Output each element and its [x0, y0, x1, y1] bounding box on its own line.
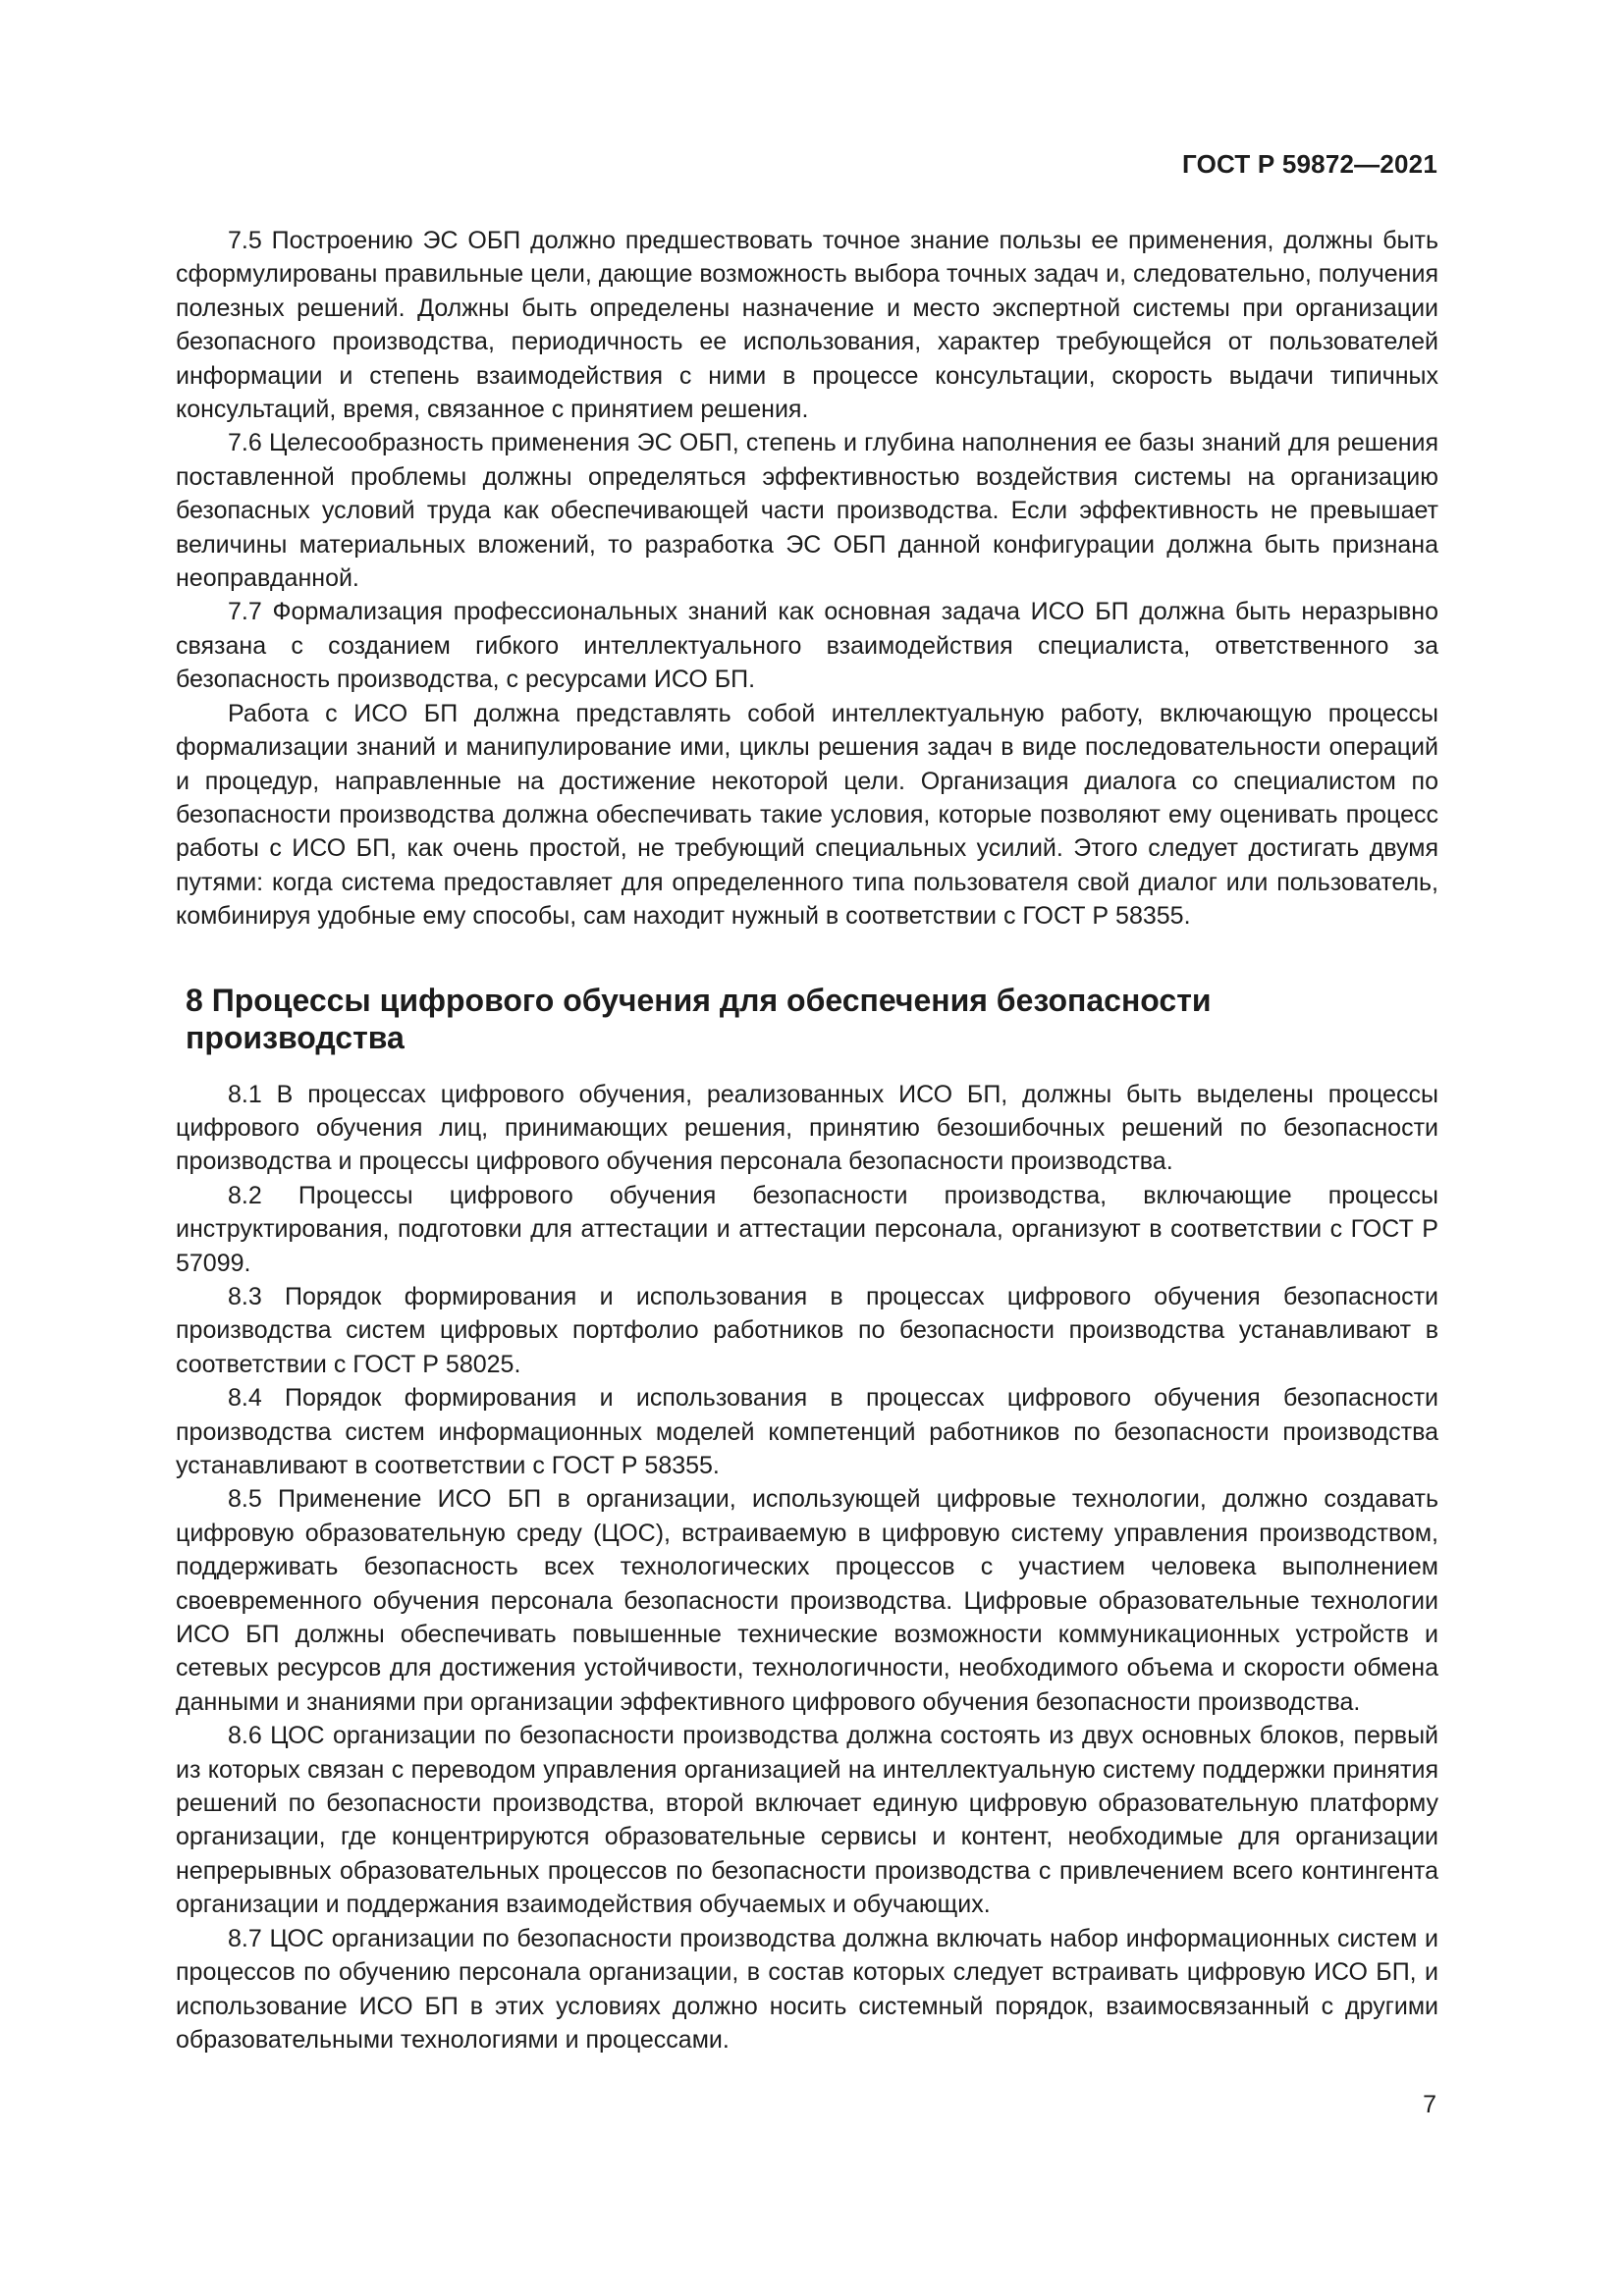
page-number: 7	[1423, 2091, 1436, 2118]
section-8-heading	[176, 982, 1438, 1056]
paragraph-7-7-continued: Работа с ИСО БП должна представлять собой интеллектуальную работу, включающую процессы формализации знаний и манипулирование ими, циклы решения задач в виде последовательности операций и процедур, направленные на достижение некоторой цели. Организация диалога со специалистом по безопасности производства должна обеспечивать такие условия, которые позволяют ему оценивать процесс работы с ИСО БП, как очень простой, не требующий специальных усилий. Этого следует достигать двумя путями: когда система предоставляет для определенного типа пользователя свой диалог или пользователь, комбинируя удобные ему способы, сам находит нужный в соответствии с ГОСТ Р 58355.	[176, 699, 1438, 931]
paragraph-8-3: 8.3 Порядок формирования и использования в процессах цифрового обучения безопасности производства систем цифровых портфолио работников по безопасности производства устанавливают в соответствии с ГОСТ Р 58025.	[176, 1282, 1438, 1378]
document-code: ГОСТ Р 59872—2021	[1182, 149, 1437, 179]
paragraph-8-4: 8.4 Порядок формирования и использования в процессах цифрового обучения безопасности производства систем информационных моделей компетенций работников по безопасности производства устанавливают в соответствии с ГОСТ Р 58355.	[176, 1384, 1438, 1479]
section-heading-line1: 8 Процессы цифрового обучения для обеспечения безопасности	[186, 982, 1212, 1018]
paragraph-8-5: 8.5 Применение ИСО БП в организации, использующей цифровые технологии, должно создавать цифровую образовательную среду (ЦОС), встраиваемую в цифровую систему управления производством, поддерживать безопасность всех технологических процессов с участием человека выполнением своевременного обучения персонала безопасности производства. Цифровые образовательные технологии ИСО БП должны обеспечивать повышенные технические возможности коммуникационных устройств и сетевых ресурсов для достижения устойчивости, технологичности, необходимого объема и скорости обмена данными и знаниями при организации эффективного цифрового обучения безопасности производства.	[176, 1485, 1438, 1716]
paragraph-8-1: 8.1 В процессах цифрового обучения, реализованных ИСО БП, должны быть выделены процессы цифрового обучения лиц, принимающих решения, принятию безошибочных решений по безопасности производства и процессы цифрового обучения персонала безопасности производства.	[176, 1080, 1438, 1176]
paragraph-8-7: 8.7 ЦОС организации по безопасности производства должна включать набор информационных систем и процессов по обучению персонала организации, в состав которых следует встраивать цифровую ИСО БП, и использование ИСО БП в этих условиях должно носить системный порядок, взаимосвязанный с другими образовательными технологиями и процессами.	[176, 1924, 1438, 2054]
paragraph-7-6: 7.6 Целесообразность применения ЭС ОБП, степень и глубина наполнения ее базы знаний для решения поставленной проблемы должны определяться эффективностью воздействия системы на организацию безопасных условий труда как обеспечивающей части производства. Если эффективность не превышает величины материальных вложений, то разработка ЭС ОБП данной конфигурации должна быть признана неоправданной.	[176, 429, 1438, 593]
paragraph-7-5: 7.5 Построению ЭС ОБП должно предшествовать точное знание пользы ее применения, должны быть сформулированы правильные цели, дающие возможность выбора точных задач и, следовательно, получения полезных решений. Должны быть определены назначение и место экспертной системы при организации безопасного производства, периодичность ее использования, характер требующейся от пользователей информации и степень взаимодействия с ними в процессе консультации, скорость выдачи типичных консультаций, время, связанное с принятием решения.	[176, 227, 1438, 424]
paragraph-8-2: 8.2 Процессы цифрового обучения безопасности производства, включающие процессы инструктирования, подготовки для аттестации и аттестации персонала, организуют в соответствии с ГОСТ Р 57099.	[176, 1181, 1438, 1277]
paragraph-7-7: 7.7 Формализация профессиональных знаний как основная задача ИСО БП должна быть неразрывно связана с созданием гибкого интеллектуального взаимодействия специалиста, ответственного за безопасность производства, с ресурсами ИСО БП.	[176, 598, 1438, 694]
paragraph-8-6: 8.6 ЦОС организации по безопасности производства должна состоять из двух основных блоков, первый из которых связан с переводом управления организацией на интеллектуальную систему поддержки принятия решений по безопасности производства, второй включает единую цифровую образовательную платформу организации, где концентрируются образовательные сервисы и контент, необходимые для организации непрерывных образовательных процессов по безопасности производства с привлечением всего контингента организации и поддержания взаимодействия обучаемых и обучающих.	[176, 1722, 1438, 1919]
document-body	[176, 224, 1438, 2056]
section-heading-line2: производства	[186, 1019, 405, 1055]
